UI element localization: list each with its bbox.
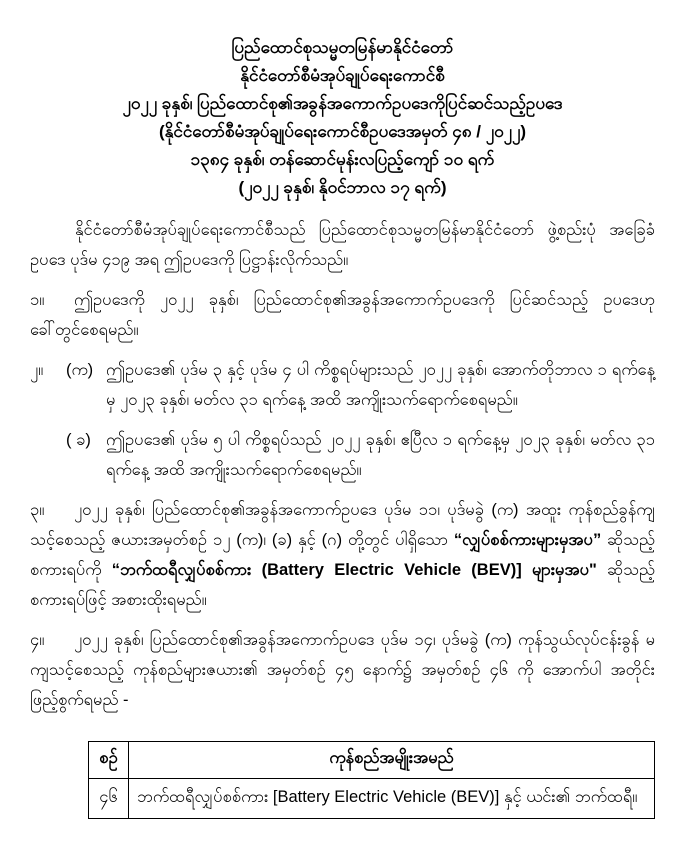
section-3-bold-term-new: “ဘက်ထရီလျှပ်စစ်ကား (Battery Electric Vehicle (BEV)] များမှအပ": [111, 561, 597, 579]
table-cell-serial: ၄၆: [89, 779, 129, 819]
section-2-item-b-text: ဤဥပဒေ၏ ပုဒ်မ ၅ ပါ ကိစ္စရပ်သည် ၂၀၂၂ ခုနှစ်၊ ဧပြီလ ၁ ရက်နေ့မှ ၂၀၂၃ ခုနှစ်၊ မတ်လ ၃၁ ရက်နေ့ အထိ အကျိုးသက်ရောက်စေရမည်။: [106, 431, 655, 479]
section-2-number: ၂။: [30, 361, 44, 379]
header-country-title: ပြည်ထောင်စုသမ္မတမြန်မာနိုင်ငံတော်: [231, 38, 454, 57]
header-law-number: (နိုင်ငံတော်စီမံအုပ်ချုပ်ရေးကောင်စီဥပဒေအမှတ် ၄၈ / ၂၀၂၂): [158, 122, 527, 141]
section-2-item-a-label: (က): [66, 361, 94, 379]
section-3-text-part3: ဆိုသည့် စကားရပ်ဖြင့် အစားထိုးရမည်။: [30, 561, 656, 609]
section-2-item-b: [30, 425, 655, 485]
section-3: [30, 495, 655, 615]
header-myanmar-date: ၁၃၈၄ ခုနှစ်၊ တန်ဆောင်မုန်းလပြည့်ကျော် ၁၀ ရက်: [190, 150, 495, 169]
header-law-title: ၂၀၂၂ ခုနှစ်၊ ပြည်ထောင်စု၏အခွန်အကောက်ဥပဒေကိုပြင်ဆင်သည့်ဥပဒေ: [122, 94, 563, 113]
section-3-text-part2: ဆိုသည့် စကားရပ်ကို: [30, 531, 655, 579]
section-3-text-part1: ၂၀၂၂ ခုနှစ်၊ ပြည်ထောင်စု၏အခွန်အကောက်ဥပဒေ ပုဒ်မ ၁၁၊ ပုဒ်မခွဲ (က) အထူး ကုန်စည်ခွန်ကျသင့်စေသည့် ဇယားအမှတ်စဉ် ၁၂ (က)၊ (ခ) နှင့် (ဂ) တို့တွင် ပါရှိသော: [30, 501, 655, 549]
section-2-item-b-label: ( ခ): [66, 431, 91, 449]
section-3-bold-term-old: “လျှပ်စစ်ကားများမှအပ”: [453, 531, 602, 549]
section-1-number: ၁။: [30, 291, 45, 309]
table-header: [89, 742, 655, 779]
document-header: [30, 34, 655, 202]
section-1-text: ဤဥပဒေကို ၂၀၂၂ ခုနှစ်၊ ပြည်ထောင်စု၏အခွန်အကောက်ဥပဒေကို ပြင်ဆင်သည့် ဥပဒေဟု ခေါ်တွင်စေရမည်။: [30, 291, 655, 339]
section-2-item-b-spacer: [30, 425, 66, 485]
section-3-number: ၃။: [30, 501, 45, 519]
header-council-title: နိုင်ငံတော်စီမံအုပ်ချုပ်ရေးကောင်စီ: [240, 66, 445, 85]
section-2-item-a-text: ဤဥပဒေ၏ ပုဒ်မ ၃ နှင့် ပုဒ်မ ၄ ပါ ကိစ္စရပ်များသည် ၂၀၂၂ ခုနှစ်၊ အောက်တိုဘာလ ၁ ရက်နေ့မှ ၂၀၂၃ ခုနှစ်၊ မတ်လ ၃၁ ရက်နေ့ အထိ အကျိုးသက်ရောက်စေရမည်။: [106, 361, 655, 409]
table-body: [89, 779, 655, 819]
section-4-text: ၂၀၂၂ ခုနှစ်၊ ပြည်ထောင်စု၏အခွန်အကောက်ဥပဒေ ပုဒ်မ ၁၄၊ ပုဒ်မခွဲ (က) ကုန်သွယ်လုပ်ငန်းခွန် မကျသင့်စေသည့် ကုန်စည်များဇယား၏ အမှတ်စဉ် ၄၅ နောက်၌ အမှတ်စဉ် ၄၆ ကို အောက်ပါ အတိုင်း ဖြည့်စွက်ရမည် -: [30, 631, 655, 709]
table-cell-goods-name: ဘက်ထရီလျှပ်စစ်ကား [Battery Electric Vehicle (BEV)] နှင့် ယင်း၏ ဘက်ထရီ။: [129, 779, 655, 819]
goods-schedule-table: [88, 741, 655, 819]
section-1: [30, 285, 655, 345]
header-gregorian-date: (၂၀၂၂ ခုနှစ်၊ နိုဝင်ဘာလ ၁၇ ရက်): [238, 178, 447, 197]
section-4-number: ၄။: [30, 631, 45, 649]
table-header-row: [89, 742, 655, 779]
table-header-goods-name: ကုန်စည်အမျိုးအမည်: [129, 742, 655, 779]
table-row: [89, 779, 655, 819]
preamble-paragraph: နိုင်ငံတော်စီမံအုပ်ချုပ်ရေးကောင်စီသည် ပြည်ထောင်စုသမ္မတမြန်မာနိုင်ငံတော် ဖွဲ့စည်းပုံ အခြေခံဥပဒေ ပုဒ်မ ၄၁၉ အရ ဤဥပဒေကို ပြဋ္ဌာန်းလိုက်သည်။: [30, 221, 655, 269]
section-2-item-a: [30, 355, 655, 415]
section-4: [30, 625, 655, 715]
table-header-serial: စဉ်: [89, 742, 129, 779]
